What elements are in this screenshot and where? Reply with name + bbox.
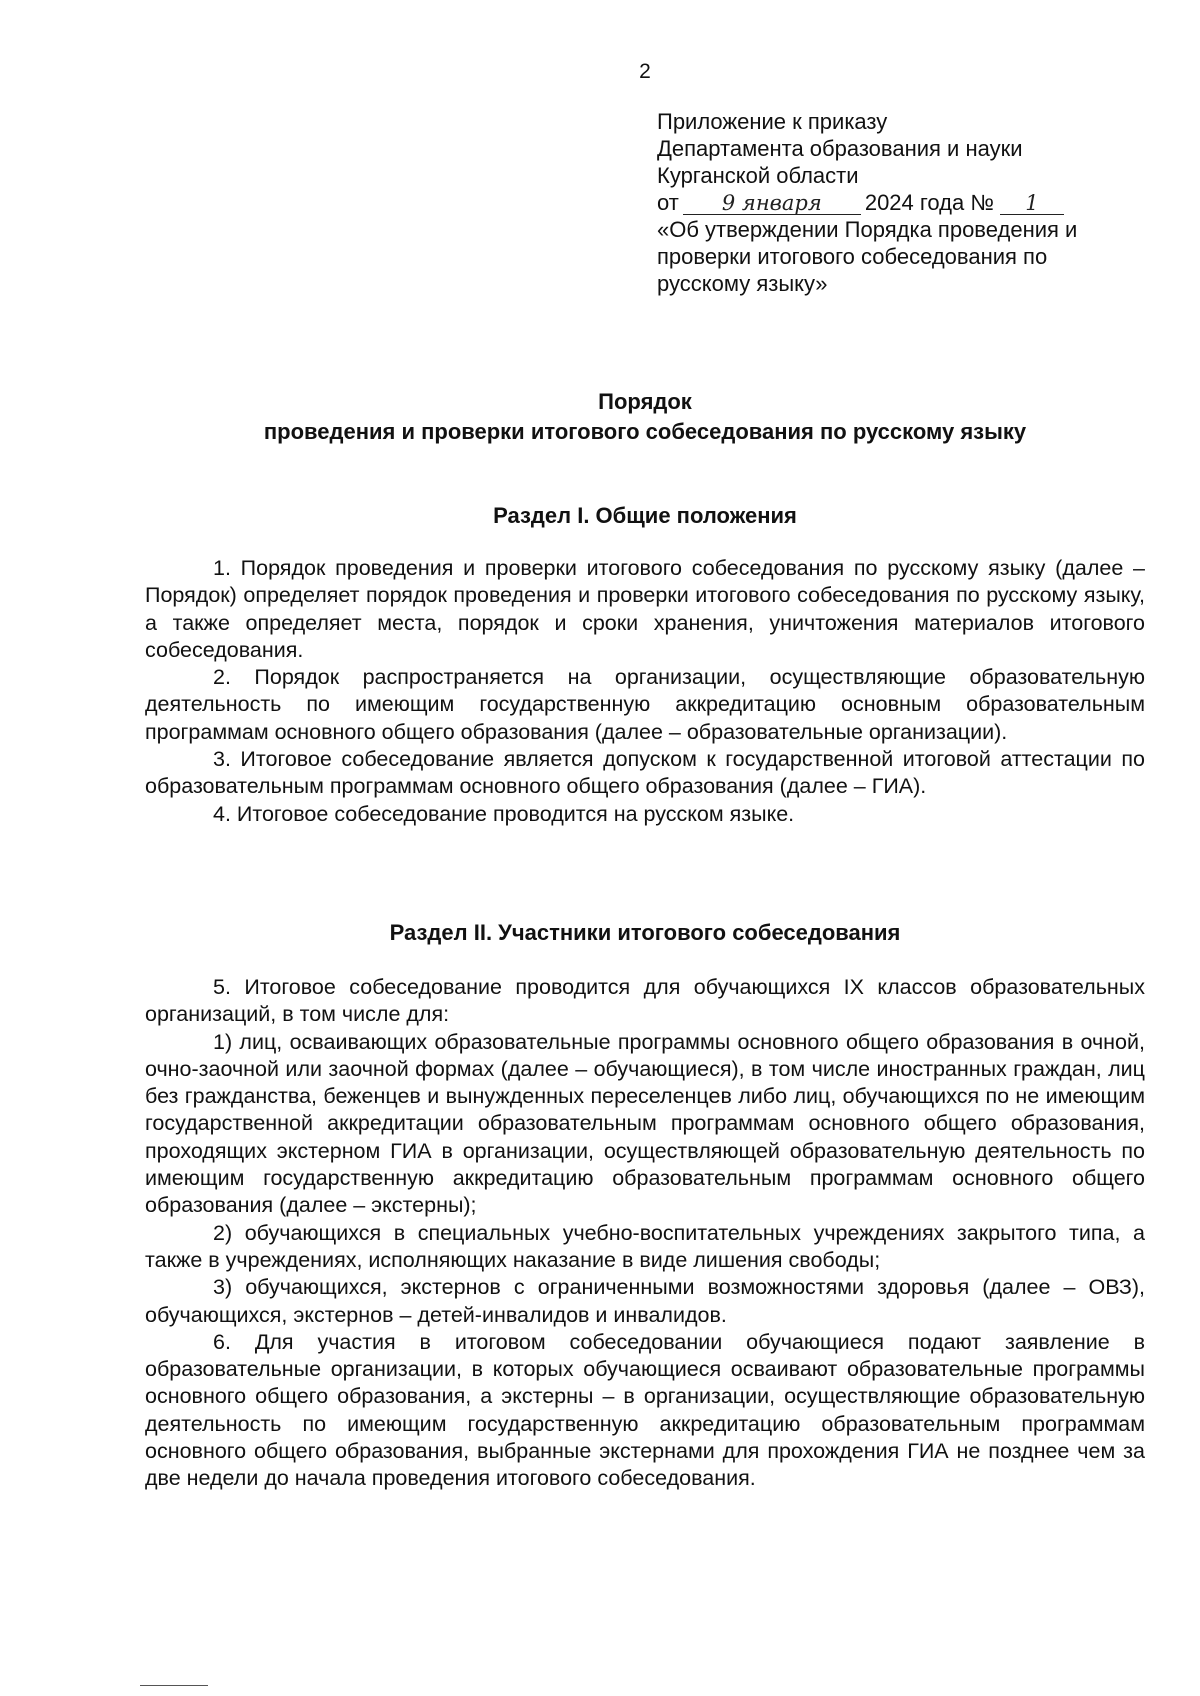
year-text: 2024 года № (864, 190, 994, 215)
paragraph: 4. Итоговое собеседование проводится на русском языке. (213, 801, 795, 826)
appendix-block (657, 108, 1177, 297)
appendix-quote-line-3: русскому языку» (657, 271, 828, 296)
appendix-line-3: Курганской области (657, 163, 859, 188)
paragraph: 2) обучающихся в специальных учебно-воспитательных учреждениях закрытого типа, а также в учреждениях, исполняющих наказание в виде лишения свободы; (145, 1220, 1145, 1272)
section-1-heading: Раздел I. Общие положения (493, 503, 797, 528)
section-2-body (145, 974, 1145, 1493)
paragraph: 1. Порядок проведения и проверки итогового собеседования по русскому языку (далее – Порядок) определяет порядок проведения и проверки итогового собеседования по русскому языку, а также определяет места, порядок и сроки хранения, уничтожения материалов итогового собеседования. (145, 556, 1145, 662)
paragraph: 5. Итоговое собеседование проводится для обучающихся IX классов образовательных организаций, в том числе для: (145, 975, 1145, 1027)
date-prefix: от (657, 190, 679, 215)
title-line-2: проведения и проверки итогового собеседования по русскому языку (263, 419, 1027, 444)
appendix-quote-line-1: «Об утверждении Порядка проведения и (657, 217, 1078, 242)
paragraph: 1) лиц, осваивающих образовательные программы основного общего образования в очной, очно-заочной или заочной формах (далее – обучающиеся), в том числе иностранных граждан, лиц без гражданства, беженцев и вынужденных переселенцев либо лиц, обучающихся по не имеющим государственной аккредитации образовательным программам основного общего образования, проходящих экстерном ГИА в организации, осуществляющей образовательную деятельность по имеющим государственную аккредитацию образовательным программам основного общего образования (далее – экстерны); (145, 1029, 1145, 1218)
handwritten-date: 9 января (683, 192, 861, 215)
section-2-heading: Раздел II. Участники итогового собеседования (389, 920, 901, 945)
footnote-divider (140, 1685, 208, 1686)
paragraph: 3) обучающихся, экстернов с ограниченными возможностями здоровья (далее – ОВЗ), обучающихся, экстернов – детей-инвалидов и инвалидов. (145, 1275, 1145, 1327)
appendix-line-1: Приложение к приказу (657, 109, 888, 134)
paragraph: 2. Порядок распространяется на организации, осуществляющие образовательную деятельность по имеющим государственную аккредитацию основным образовательным программам основного общего образования (далее – образовательные организации). (145, 665, 1145, 744)
section-1-body (145, 555, 1145, 828)
paragraph: 6. Для участия в итоговом собеседовании обучающиеся подают заявление в образовательные организации, в которых обучающиеся осваивают образовательные программы основного общего образования, а экстерны – в организации, осуществляющие образовательную деятельность по имеющим государственную аккредитацию образовательным программам основного общего образования, выбранные экстернами для прохождения ГИА не позднее чем за две недели до начала проведения итогового собеседования. (145, 1329, 1145, 1491)
page-number: 2 (639, 60, 651, 83)
handwritten-number: 1 (1000, 192, 1064, 215)
appendix-date-line (657, 189, 1177, 216)
paragraph: 3. Итоговое собеседование является допуском к государственной итоговой аттестации по образовательным программам основного общего образования (далее – ГИА). (145, 747, 1145, 799)
title-line-1: Порядок (598, 389, 692, 414)
appendix-quote-line-2: проверки итогового собеседования по (657, 244, 1048, 269)
document-title (0, 387, 1200, 447)
appendix-line-2: Департамента образования и науки (657, 136, 1023, 161)
